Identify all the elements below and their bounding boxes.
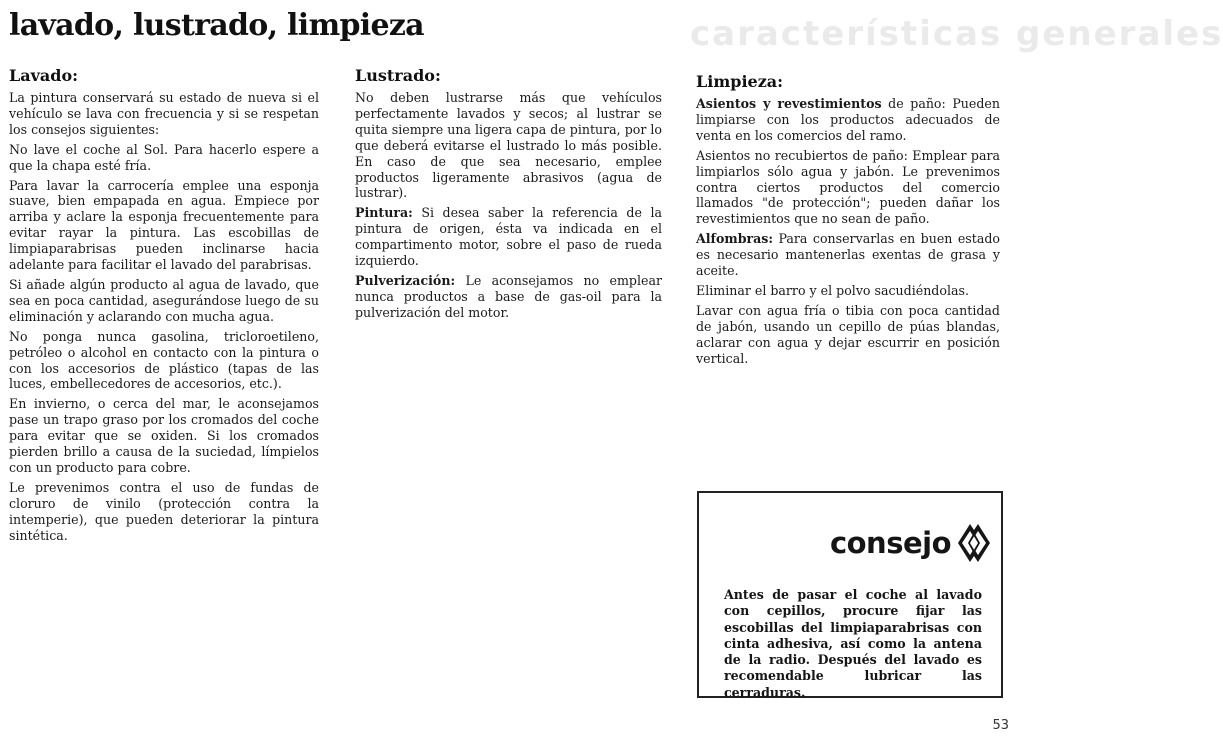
lustrado-heading: Lustrado: [355, 66, 441, 85]
page-number: 53 [992, 718, 1009, 733]
pulverizacion-paragraph [355, 273, 662, 321]
limpieza-heading: Limpieza: [696, 72, 784, 91]
lustrado-intro: No deben lustrarse más que vehículos perfectamente lavados y secos; al lustrar se quita siempre una ligera capa de pintura, por lo que deberá evitarse el lustrado lo más posible. En caso de que sea necesario, emplee productos ligeramente abrasivos (agua de lustrar). [355, 90, 662, 201]
lavar-paragraph: Lavar con agua fría o tibia con poca cantidad de jabón, usando un cepillo de púas blandas, aclarar con agua y dejar escurrir en posición vertical. [696, 302, 1000, 366]
ghost-header-text: características generales [690, 14, 1223, 54]
alfombras-text: Para conservarlas en buen estado es necesario mantenerlas exentas de grasa y aceite. [696, 231, 1000, 279]
lavado-paragraph: No lave el coche al Sol. Para hacerlo espere a que la chapa esté fría. [9, 141, 319, 173]
lavado-paragraph: En invierno, o cerca del mar, le aconsejamos pase un trapo graso por los cromados del coche para evitar que se oxiden. Si los cromados pierden brillo a causa de la suciedad, límpielos con un producto para cobre. [9, 396, 319, 475]
consejo-header [830, 523, 991, 563]
limpieza-section [696, 72, 1000, 371]
consejo-text: Antes de pasar el coche al lavado con cepillos, procure fijar las escobillas del limpiaparabrisas con cinta adhesiva, así como la antena de la radio. Después del lavado es recomendable lubricar las cerraduras. [724, 587, 982, 700]
pulverizacion-text: Le aconsejamos no emplear nunca productos a base de gas-oil para la pulverización del motor. [355, 272, 662, 320]
alfombras-paragraph [696, 231, 1000, 279]
page-title: lavado, lustrado, limpieza [9, 8, 424, 43]
pintura-label: Pintura: [355, 205, 413, 221]
lavado-paragraph: Para lavar la carrocería emplee una esponja suave, bien empapada en agua. Empiece por arriba y aclare la esponja frecuentemente para evitar rayar la pintura. Las escobillas de limpiaparabrisas pueden inclinarse hacia adelante para facilitar el lavado del parabrisas. [9, 177, 319, 273]
pulverizacion-label: Pulverización: [355, 272, 456, 288]
lavado-paragraph: Le prevenimos contra el uso de fundas de cloruro de vinilo (protección contra la intemperie), que pueden deteriorar la pintura sintética. [9, 479, 319, 543]
asientos-label: Asientos y revestimientos [696, 96, 882, 111]
asientos-text: de paño: Pueden limpiarse con los productos adecuados de venta en los comercios del ramo. [696, 96, 1000, 143]
lustrado-section [355, 66, 662, 325]
lavado-heading: Lavado: [9, 66, 79, 85]
renault-logo-icon [957, 523, 991, 563]
lavado-section [9, 66, 319, 547]
no-recubiertos-paragraph: Asientos no recubiertos de paño: Emplear para limpiarlos sólo agua y jabón. Le prevenimos contra ciertos productos del comercio llamados "de protección"; pueden dañar los revestimientos que no sean de paño. [696, 147, 1000, 227]
asientos-paragraph [696, 96, 1000, 144]
pintura-text: Si desea saber la referencia de la pintura de origen, ésta va indicada en el compartimento motor, sobre el paso de rueda izquierdo. [355, 205, 662, 269]
lavado-paragraph: La pintura conservará su estado de nueva si el vehículo se lava con frecuencia y si se respetan los consejos siguientes: [9, 90, 319, 137]
lavado-paragraph: No ponga nunca gasolina, tricloroetileno, petróleo o alcohol en contacto con la pintura o con los accesorios de plástico (tapas de las luces, embellecedores de accesorios, etc.). [9, 328, 319, 392]
barro-paragraph: Eliminar el barro y el polvo sacudiéndolas. [696, 282, 969, 298]
pintura-paragraph [355, 205, 662, 269]
lavado-paragraph: Si añade algún producto al agua de lavado, que sea en poca cantidad, asegurándose luego de su eliminación y aclarando con mucha agua. [9, 276, 319, 324]
alfombras-label: Alfombras: [696, 231, 774, 247]
consejo-title: consejo [829, 526, 951, 560]
consejo-box [697, 491, 1003, 698]
